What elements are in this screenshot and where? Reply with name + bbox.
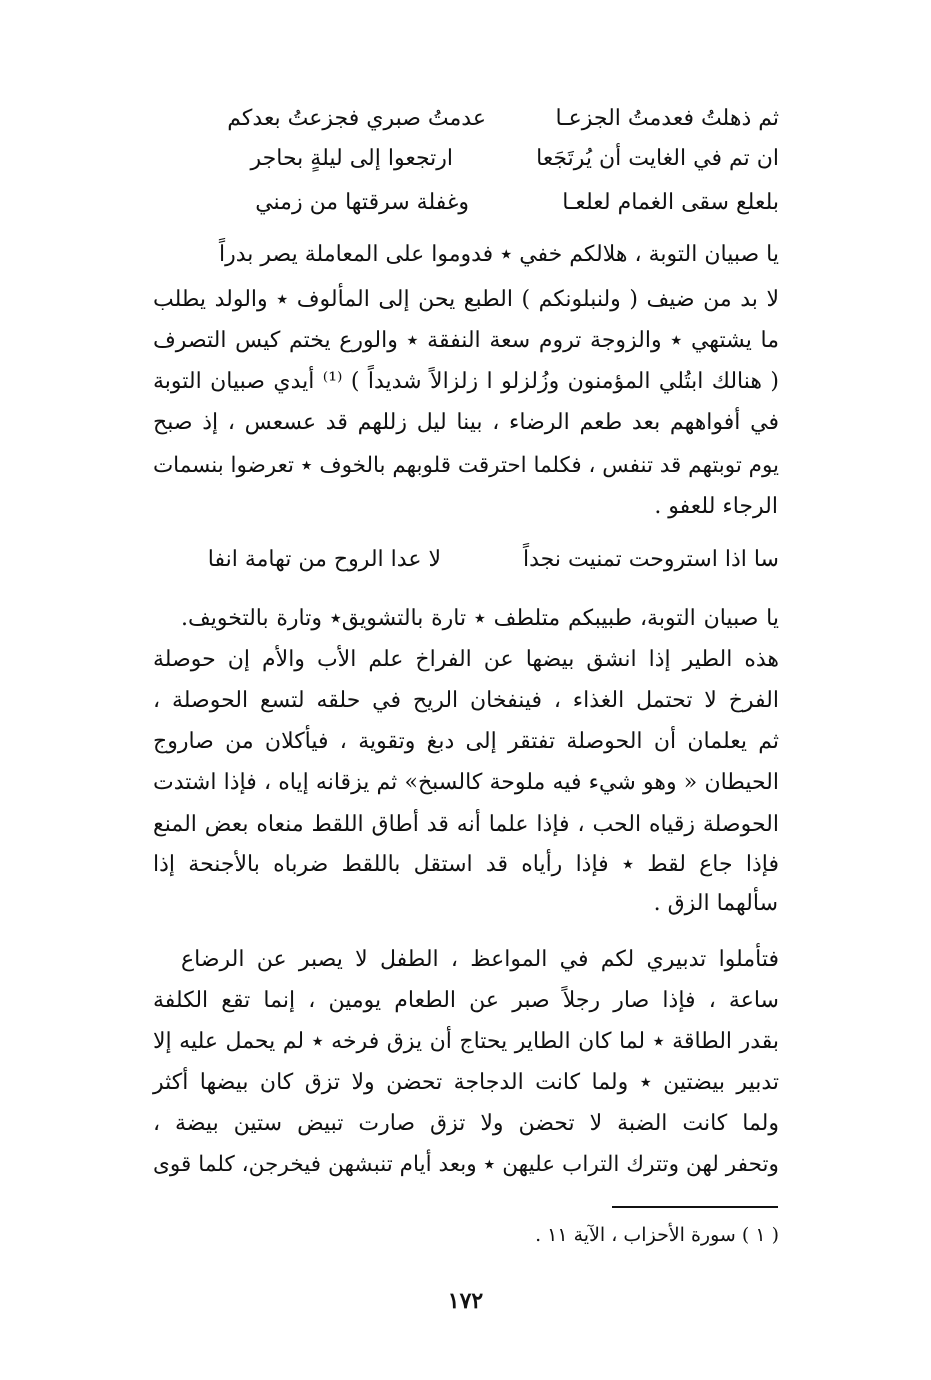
text-line: الحوصلة زقياه الحب ، فإذا علما أنه قد أطاق اللقط منعاه بعض المنع [153, 812, 779, 837]
verse-left-hemistich: سا اذا استروحت تمنيت نجداً [523, 547, 779, 572]
text-line: بقدر الطاقة ٭ لما كان الطاير يحتاج أن يزق فرخه ٭ لم يحمل عليه إلا [153, 1029, 779, 1054]
text-line: يا صبيان التوبة، طبيبكم متلطف ٭ تارة بالتشويق٭ وتارة بالتخويف. [181, 606, 779, 631]
text-line: في أفواههم بعد طعم الرضاء ، بينا ليل زللهم قد عسعس ، إذ صبح [153, 410, 779, 435]
text-line: الحيطان « وهو شيء فيه ملوحة كالسبخ» ثم يزقانه إياه ، فإذا اشتدت [153, 770, 779, 795]
verse-right-hemistich: وغفلة سرقتها من زمني [255, 190, 469, 215]
text-line: الرجاء للعفو . [654, 494, 778, 519]
text-line: يا صبيان التوبة ، هلالكم خفي ٭ فدوموا على المعاملة يصر بدراً [219, 242, 779, 267]
text-line: ( هنالك ابتُلي المؤمنون وزُلزلو ا زلزالاً شديداً ) ⁽¹⁾ أيدي صبيان التوبة [153, 369, 779, 394]
verse-right-hemistich: عدمتُ صبري فجزعتُ بعدكم [227, 106, 486, 131]
text-line: ساعة ، فإذا صار رجلاً صبر عن الطعام يومين ، إنما تقع الكلفة [153, 988, 779, 1013]
footnote: ( ١ ) سورة الأحزاب ، الآية ١١ . [535, 1224, 779, 1246]
text-line: ما يشتهي ٭ والزوجة تروم سعة النفقة ٭ والورع يختم كيس التصرف [153, 328, 779, 353]
text-line: وتحفر لهن وتترك التراب عليهن ٭ وبعد أيام تنبشهن فيخرجن، كلما قوى [152, 1152, 779, 1177]
text-line: هذه الطير إذا انشق بيضها عن الفراخ علم الأب والأم إن حوصلة [153, 647, 779, 672]
page-number: ١٧٢ [447, 1288, 484, 1314]
verse-right-hemistich: لا عدا الروح من تهامة انفا [207, 547, 441, 572]
text-line: ولما كانت الضبة لا تحضن ولا تزق صارت تبيض ستين بيضة ، [153, 1111, 779, 1136]
text-line: فتأملوا تدبيري لكم في المواعظ ، الطفل لا يصبر عن الرضاع [181, 947, 779, 972]
text-line: تدبير بيضتين ٭ ولما كانت الدجاجة تحضن ولا تزق كان بيضها أكثر [153, 1070, 779, 1095]
text-line: الفرخ لا تحتمل الغذاء ، فينفخان الريح في حلقه لتسع الحوصلة ، [153, 688, 779, 713]
text-line: يوم توبتهم قد تنفس ، فكلما احترقت قلوبهم بالخوف ٭ تعرضوا بنسمات [153, 453, 779, 478]
verse-right-hemistich: ارتجعوا إلى ليلةٍ بحاجر [250, 146, 453, 171]
footnote-divider [612, 1206, 778, 1208]
text-line: سألهما الزق . [653, 891, 778, 916]
verse-left-hemistich: بلعلع سقى الغمام لعلعـا [562, 190, 779, 215]
text-line: لا بد من ضيف ( ولنبلونكم ) الطبع يحن إلى المألوف ٭ والولد يطلب [153, 287, 779, 312]
verse-left-hemistich: ان تم في الغايت أن يُرتَجَعا [536, 146, 779, 171]
text-line: ثم يعلمان أن الحوصلة تفتقر إلى دبغ وتقوية ، فيأكلان من صاروج [153, 729, 779, 754]
text-line: فإذا جاع لقط ٭ فإذا رأياه قد استقل باللقط ضرباه بالأجنحة إذا [153, 852, 779, 877]
verse-left-hemistich: ثم ذهلتُ فعدمتُ الجزعـا [555, 106, 779, 131]
